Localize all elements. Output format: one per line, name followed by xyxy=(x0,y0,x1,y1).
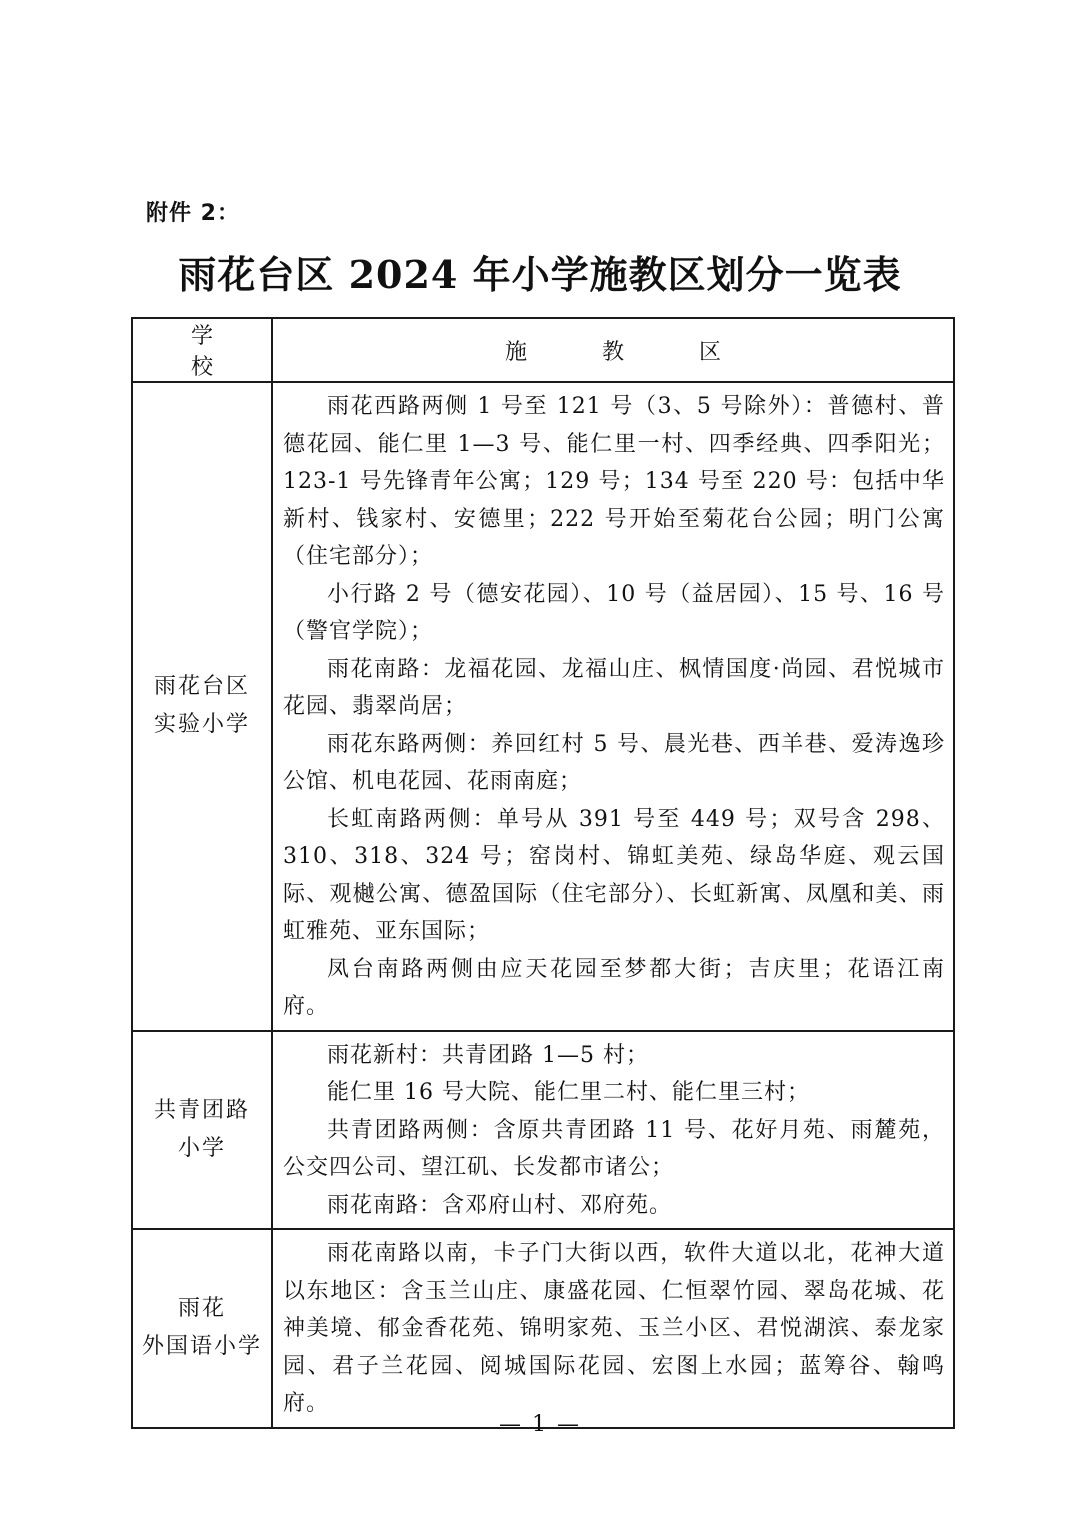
page-number: — 1 — xyxy=(499,1412,581,1437)
table-row xyxy=(132,382,954,1031)
school-name-line: 小学 xyxy=(177,1135,226,1161)
school-name-line: 雨花台区 xyxy=(153,674,250,700)
school-name-cell xyxy=(132,1229,272,1428)
school-name-cell xyxy=(132,1031,272,1230)
header-school: 学 校 xyxy=(132,318,272,382)
area-cell xyxy=(272,1031,954,1230)
area-paragraph: 小行路 2 号（德安花园）、10 号（益居园）、15 号、16 号（警官学院）； xyxy=(283,581,945,644)
area-paragraph: 雨花南路以南，卡子门大街以西，软件大道以北，花神大道以东地区：含玉兰山庄、康盛花园、仁恒翠竹园、翠岛花城、花神美境、郁金香花苑、锦明家苑、玉兰小区、君悦湖滨、泰龙家园、君子兰花园、阅城国际花园、宏图上水园；蓝筹谷、翰鸣府。 xyxy=(283,1241,945,1416)
attachment-label: 附件 2： xyxy=(146,201,240,226)
page-title: 雨花台区 2024 年小学施教区划分一览表 xyxy=(178,252,902,297)
area-paragraph: 能仁里 16 号大院、能仁里二村、能仁里三村； xyxy=(327,1080,810,1105)
school-division-table xyxy=(131,317,955,1429)
school-name-line: 实验小学 xyxy=(153,712,250,738)
area-paragraph: 共青团路两侧：含原共青团路 11 号、花好月苑、雨麓苑，公交四公司、望江矶、长发都市诸公； xyxy=(283,1117,945,1180)
area-paragraph: 长虹南路两侧：单号从 391 号至 449 号；双号含 298、310、318、324 号；窑岗村、锦虹美苑、绿岛华庭、观云国际、观樾公寓、德盈国际（住宅部分）、长虹新寓、凤凰和美、雨虹雅苑、亚东国际； xyxy=(283,806,945,944)
area-paragraph: 雨花东路两侧：养回红村 5 号、晨光巷、西羊巷、爱涛逸珍公馆、机电花园、花雨南庭； xyxy=(283,731,945,794)
school-name-line: 雨花 xyxy=(177,1296,226,1322)
table-row xyxy=(132,1031,954,1230)
area-paragraph: 雨花西路两侧 1 号至 121 号（3、5 号除外）：普德村、普德花园、能仁里 1—3 号、能仁里一村、四季经典、四季阳光；123-1 号先锋青年公寓；129 号；134 号至 220 号：包括中华新村、钱家村、安德里；222 号开始至菊花台公园；明门公寓（住宅部分）； xyxy=(283,394,945,569)
area-paragraph: 雨花南路：含邓府山村、邓府苑。 xyxy=(327,1192,673,1218)
area-cell xyxy=(272,382,954,1031)
school-name-cell xyxy=(132,382,272,1031)
school-name-line: 外国语小学 xyxy=(141,1334,262,1360)
header-area: 施 教 区 xyxy=(272,318,954,382)
area-cell xyxy=(272,1229,954,1428)
table-row xyxy=(132,1229,954,1428)
area-paragraph: 雨花新村：共青团路 1—5 村； xyxy=(327,1042,649,1068)
table-header-row xyxy=(132,318,954,382)
area-paragraph: 凤台南路两侧由应天花园至梦都大街；吉庆里；花语江南府。 xyxy=(283,956,945,1019)
area-paragraph: 雨花南路：龙福花园、龙福山庄、枫情国度·尚园、君悦城市花园、翡翠尚居； xyxy=(283,656,945,719)
school-name-line: 共青团路 xyxy=(153,1097,250,1123)
